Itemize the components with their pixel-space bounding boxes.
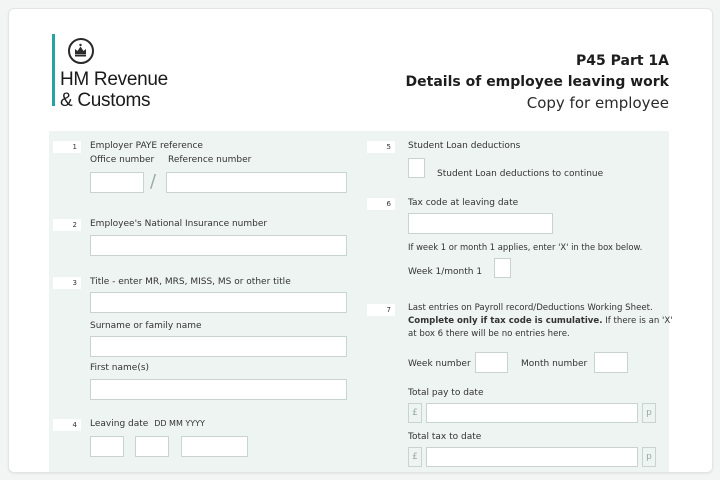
total-pay-pound-icon: £ xyxy=(408,403,422,423)
logo-line-2: & Customs xyxy=(60,90,151,111)
month-number-input[interactable] xyxy=(594,352,628,373)
leaving-month-input[interactable] xyxy=(135,436,169,457)
section7-line2 xyxy=(408,315,673,327)
office-number-input[interactable] xyxy=(90,172,144,193)
title-input[interactable] xyxy=(90,292,347,313)
section-number-2: 2 xyxy=(53,219,81,231)
cumulative-note: Complete only if tax code is cumulative. xyxy=(408,316,603,326)
section-number-4: 4 xyxy=(53,419,81,431)
section-number-1: 1 xyxy=(53,141,81,153)
copy-label: Copy for employee xyxy=(526,94,669,112)
paye-separator: / xyxy=(150,171,157,192)
first-name-input[interactable] xyxy=(90,379,347,400)
logo-accent-bar xyxy=(52,34,55,106)
total-tax-input[interactable] xyxy=(426,447,638,467)
logo-text xyxy=(60,69,168,111)
month-number-label: Month number xyxy=(521,359,588,369)
form-title: P45 Part 1A xyxy=(576,53,669,69)
total-tax-pound-icon: £ xyxy=(408,447,422,467)
section7-line2-rest: If there is an 'X' xyxy=(602,316,673,326)
section7-line1: Last entries on Payroll record/Deductions Working Sheet. xyxy=(408,303,653,313)
section-number-3: 3 xyxy=(53,277,81,289)
week1-month1-label: Week 1/month 1 xyxy=(408,267,483,277)
section-number-5: 5 xyxy=(367,141,395,153)
student-loan-label: Student Loan deductions xyxy=(408,141,521,151)
surname-input[interactable] xyxy=(90,336,347,357)
total-pay-label: Total pay to date xyxy=(408,388,484,398)
total-tax-label: Total tax to date xyxy=(408,432,482,442)
document-titles xyxy=(406,51,669,114)
total-tax-pence-icon: p xyxy=(642,447,656,467)
title-label: Title - enter MR, MRS, MISS, MS or other title xyxy=(90,277,291,287)
ni-number-input[interactable] xyxy=(90,235,347,256)
reference-number-label: Reference number xyxy=(168,155,252,165)
surname-label: Surname or family name xyxy=(90,321,202,331)
leaving-date-text: Leaving date xyxy=(90,419,149,429)
employer-paye-label: Employer PAYE reference xyxy=(90,141,203,151)
week-number-input[interactable] xyxy=(475,352,508,373)
section7-line3: at box 6 there will be no entries here. xyxy=(408,329,570,339)
week-number-label: Week number xyxy=(408,359,471,369)
total-pay-input[interactable] xyxy=(426,403,638,423)
first-name-label: First name(s) xyxy=(90,363,150,373)
student-loan-continue-label: Student Loan deductions to continue xyxy=(437,169,604,179)
reference-number-input[interactable] xyxy=(166,172,347,193)
week1-month1-checkbox[interactable] xyxy=(494,258,511,278)
logo-line-1: HM Revenue xyxy=(60,69,168,90)
total-pay-pence-icon: p xyxy=(642,403,656,423)
section-number-6: 6 xyxy=(367,198,395,210)
date-format-hint: DD MM YYYY xyxy=(154,419,205,428)
tax-code-label: Tax code at leaving date xyxy=(408,198,519,208)
form-subtitle: Details of employee leaving work xyxy=(405,74,669,90)
week1-hint: If week 1 or month 1 applies, enter 'X' in the box below. xyxy=(408,242,643,252)
leaving-day-input[interactable] xyxy=(90,436,124,457)
p45-document-card xyxy=(8,8,713,473)
tax-code-input[interactable] xyxy=(408,213,553,234)
form-panel xyxy=(49,131,673,473)
section-number-7: 7 xyxy=(367,304,395,316)
ni-number-label: Employee's National Insurance number xyxy=(90,219,268,229)
leaving-year-input[interactable] xyxy=(181,436,248,457)
student-loan-checkbox[interactable] xyxy=(408,158,425,178)
office-number-label: Office number xyxy=(90,155,155,165)
leaving-date-label xyxy=(90,418,205,430)
crown-crest-icon xyxy=(68,38,94,64)
